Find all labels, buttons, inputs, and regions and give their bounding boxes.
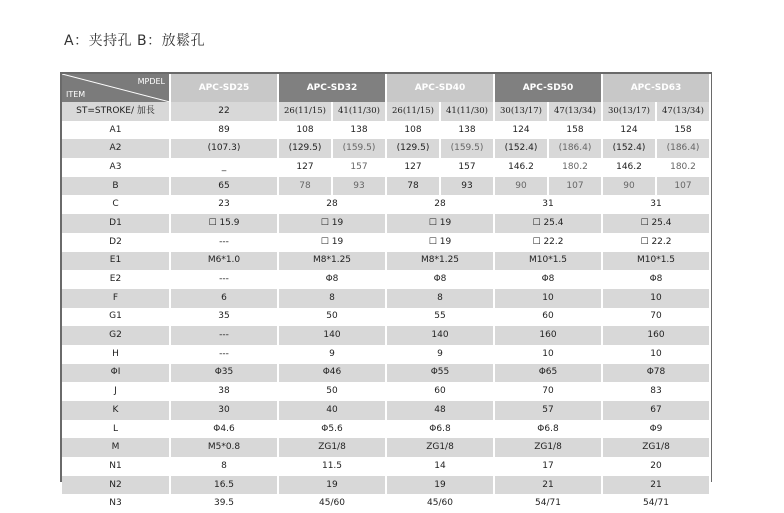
row-label: ST=STROKE/ 加長	[62, 102, 170, 121]
row-label: B	[62, 177, 170, 196]
table-cell: ZG1/8	[494, 438, 602, 457]
table-cell: Φ78	[602, 364, 710, 383]
table-cell: 28	[386, 195, 494, 214]
model-header: APC-SD63	[602, 74, 710, 102]
table-cell: 47(13/34)	[548, 102, 602, 121]
table-cell: _	[170, 158, 278, 177]
table-cell: 57	[494, 401, 602, 420]
table-cell: 38	[170, 382, 278, 401]
spec-table	[62, 74, 711, 513]
table-cell: Φ46	[278, 364, 386, 383]
row-label: E2	[62, 270, 170, 289]
table-cell: ☐ 15.9	[170, 214, 278, 233]
table-cell: 127	[386, 158, 440, 177]
table-row	[62, 382, 710, 401]
table-cell: ☐ 22.2	[494, 233, 602, 252]
table-cell: 41(11/30)	[332, 102, 386, 121]
table-row	[62, 457, 710, 476]
table-row	[62, 308, 710, 327]
table-cell: 11.5	[278, 457, 386, 476]
table-cell: 140	[386, 326, 494, 345]
row-label: E1	[62, 252, 170, 271]
row-label: H	[62, 345, 170, 364]
table-row	[62, 289, 710, 308]
table-cell: 107	[656, 177, 710, 196]
table-cell: 21	[494, 476, 602, 495]
table-cell: Φ35	[170, 364, 278, 383]
table-cell: 20	[602, 457, 710, 476]
table-cell: 107	[548, 177, 602, 196]
row-label: ΦI	[62, 364, 170, 383]
caption: A：夹持孔 B：放鬆孔	[64, 33, 206, 49]
row-label: J	[62, 382, 170, 401]
table-cell: 30(13/17)	[602, 102, 656, 121]
table-cell: M6*1.0	[170, 252, 278, 271]
table-cell: 93	[332, 177, 386, 196]
table-cell: Φ8	[494, 270, 602, 289]
table-cell: 50	[278, 308, 386, 327]
table-cell: 28	[278, 195, 386, 214]
spec-table-frame	[60, 72, 712, 509]
table-cell: 26(11/15)	[278, 102, 332, 121]
table-cell: ☐ 19	[386, 233, 494, 252]
table-cell: 10	[494, 289, 602, 308]
table-cell: Φ4.6	[170, 420, 278, 439]
row-label: A3	[62, 158, 170, 177]
table-cell: 31	[494, 195, 602, 214]
table-row	[62, 177, 710, 196]
table-cell: 146.2	[494, 158, 548, 177]
table-cell: 90	[494, 177, 548, 196]
row-label: N1	[62, 457, 170, 476]
table-cell: 8	[278, 289, 386, 308]
table-cell: 180.2	[548, 158, 602, 177]
table-cell: 108	[278, 121, 332, 140]
table-cell: Φ8	[386, 270, 494, 289]
table-cell: 160	[494, 326, 602, 345]
table-cell: 70	[602, 308, 710, 327]
table-cell: M8*1.25	[386, 252, 494, 271]
row-label: M	[62, 438, 170, 457]
table-cell: Φ8	[278, 270, 386, 289]
table-cell: 19	[278, 476, 386, 495]
table-cell: 47(13/34)	[656, 102, 710, 121]
table-cell: 157	[332, 158, 386, 177]
table-row	[62, 438, 710, 457]
table-cell: 8	[170, 457, 278, 476]
row-label: N2	[62, 476, 170, 495]
model-header: APC-SD40	[386, 74, 494, 102]
table-row	[62, 326, 710, 345]
row-label: G2	[62, 326, 170, 345]
row-label: F	[62, 289, 170, 308]
table-cell: 14	[386, 457, 494, 476]
table-cell: 39.5	[170, 494, 278, 513]
table-cell: 19	[386, 476, 494, 495]
table-cell: 55	[386, 308, 494, 327]
table-cell: ☐ 19	[278, 214, 386, 233]
table-cell: (129.5)	[386, 139, 440, 158]
table-cell: ---	[170, 233, 278, 252]
table-cell: 54/71	[602, 494, 710, 513]
table-cell: 65	[170, 177, 278, 196]
table-row	[62, 420, 710, 439]
table-cell: ---	[170, 326, 278, 345]
table-cell: 54/71	[494, 494, 602, 513]
table-cell: 23	[170, 195, 278, 214]
table-cell: 180.2	[656, 158, 710, 177]
table-row	[62, 476, 710, 495]
table-cell: 21	[602, 476, 710, 495]
table-cell: 160	[602, 326, 710, 345]
table-cell: 93	[440, 177, 494, 196]
table-cell: 78	[278, 177, 332, 196]
table-cell: (129.5)	[278, 139, 332, 158]
row-label: A1	[62, 121, 170, 140]
table-cell: (186.4)	[656, 139, 710, 158]
table-cell: ---	[170, 270, 278, 289]
table-cell: ☐ 25.4	[602, 214, 710, 233]
table-cell: Φ9	[602, 420, 710, 439]
table-cell: 35	[170, 308, 278, 327]
table-cell: 50	[278, 382, 386, 401]
table-cell: 124	[602, 121, 656, 140]
table-row	[62, 195, 710, 214]
table-cell: ZG1/8	[386, 438, 494, 457]
table-cell: 83	[602, 382, 710, 401]
table-cell: ZG1/8	[278, 438, 386, 457]
table-cell: (159.5)	[440, 139, 494, 158]
table-cell: 16.5	[170, 476, 278, 495]
table-cell: ☐ 22.2	[602, 233, 710, 252]
table-cell: ☐ 25.4	[494, 214, 602, 233]
table-cell: (152.4)	[602, 139, 656, 158]
row-label: N3	[62, 494, 170, 513]
table-cell: 90	[602, 177, 656, 196]
model-header: APC-SD50	[494, 74, 602, 102]
table-cell: 89	[170, 121, 278, 140]
table-cell: 8	[386, 289, 494, 308]
table-cell: 45/60	[386, 494, 494, 513]
table-cell: Φ55	[386, 364, 494, 383]
table-row	[62, 364, 710, 383]
table-cell: 138	[332, 121, 386, 140]
table-cell: 40	[278, 401, 386, 420]
table-cell: Φ5.6	[278, 420, 386, 439]
table-row	[62, 139, 710, 158]
row-label: L	[62, 420, 170, 439]
table-row	[62, 345, 710, 364]
table-row	[62, 102, 710, 121]
table-cell: (186.4)	[548, 139, 602, 158]
table-row	[62, 233, 710, 252]
row-label: K	[62, 401, 170, 420]
table-cell: M8*1.25	[278, 252, 386, 271]
table-cell: (107.3)	[170, 139, 278, 158]
table-cell: 45/60	[278, 494, 386, 513]
row-label: A2	[62, 139, 170, 158]
table-row	[62, 494, 710, 513]
table-body	[62, 102, 710, 513]
table-cell: 41(11/30)	[440, 102, 494, 121]
table-cell: ZG1/8	[602, 438, 710, 457]
table-cell: 30(13/17)	[494, 102, 548, 121]
table-cell: (159.5)	[332, 139, 386, 158]
table-cell: 158	[548, 121, 602, 140]
table-cell: M5*0.8	[170, 438, 278, 457]
table-cell: 108	[386, 121, 440, 140]
table-row	[62, 270, 710, 289]
table-cell: 22	[170, 102, 278, 121]
table-cell: Φ6.8	[386, 420, 494, 439]
table-cell: 78	[386, 177, 440, 196]
table-cell: 10	[494, 345, 602, 364]
table-cell: 48	[386, 401, 494, 420]
table-cell: 124	[494, 121, 548, 140]
table-cell: 31	[602, 195, 710, 214]
model-header: APC-SD25	[170, 74, 278, 102]
row-label: G1	[62, 308, 170, 327]
table-cell: M10*1.5	[494, 252, 602, 271]
table-cell: ☐ 19	[278, 233, 386, 252]
table-cell: 30	[170, 401, 278, 420]
table-row	[62, 252, 710, 271]
table-row	[62, 158, 710, 177]
table-cell: 6	[170, 289, 278, 308]
table-cell: 10	[602, 345, 710, 364]
corner-model-label: MPDEL	[137, 77, 165, 86]
table-cell: ☐ 19	[386, 214, 494, 233]
table-row	[62, 214, 710, 233]
table-cell: 146.2	[602, 158, 656, 177]
table-cell: ---	[170, 345, 278, 364]
row-label: C	[62, 195, 170, 214]
table-row	[62, 401, 710, 420]
table-cell: 158	[656, 121, 710, 140]
table-cell: 60	[386, 382, 494, 401]
table-cell: 60	[494, 308, 602, 327]
table-cell: 127	[278, 158, 332, 177]
table-cell: 67	[602, 401, 710, 420]
table-row	[62, 121, 710, 140]
table-cell: 9	[278, 345, 386, 364]
model-header: APC-SD32	[278, 74, 386, 102]
table-cell: 26(11/15)	[386, 102, 440, 121]
table-cell: 10	[602, 289, 710, 308]
table-cell: 140	[278, 326, 386, 345]
table-cell: 138	[440, 121, 494, 140]
table-cell: 70	[494, 382, 602, 401]
corner-cell	[62, 74, 170, 102]
row-label: D2	[62, 233, 170, 252]
table-cell: (152.4)	[494, 139, 548, 158]
corner-item-label: ITEM	[66, 90, 86, 99]
header-row	[62, 74, 710, 102]
table-cell: 17	[494, 457, 602, 476]
table-cell: Φ6.8	[494, 420, 602, 439]
table-cell: 9	[386, 345, 494, 364]
table-cell: M10*1.5	[602, 252, 710, 271]
table-cell: 157	[440, 158, 494, 177]
row-label: D1	[62, 214, 170, 233]
table-cell: Φ65	[494, 364, 602, 383]
table-cell: Φ8	[602, 270, 710, 289]
